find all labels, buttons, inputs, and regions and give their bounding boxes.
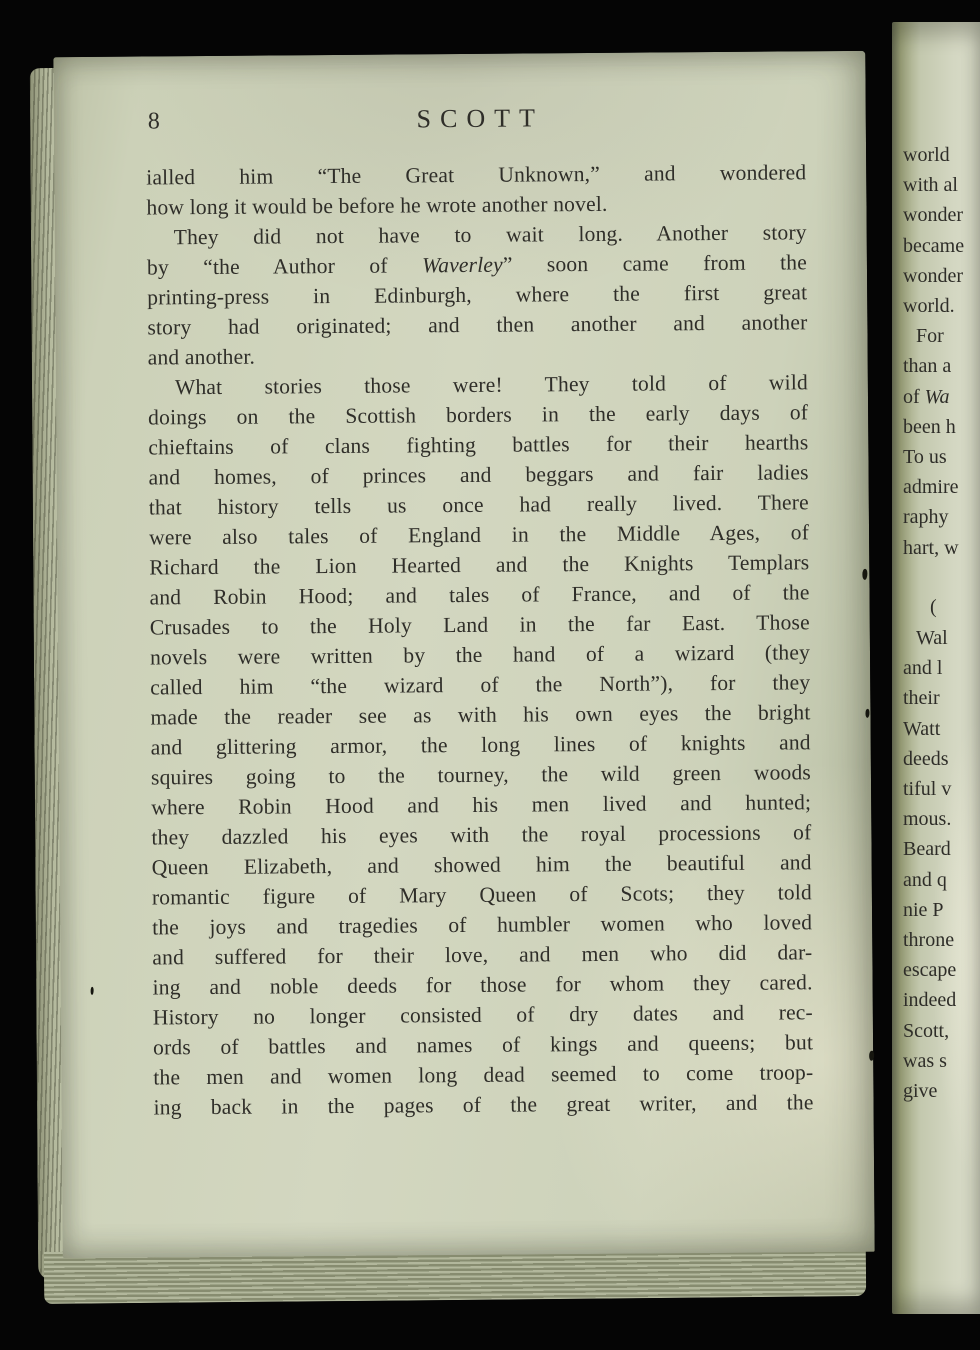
next-page-text-line: been h [903, 415, 956, 438]
text-line: What stories those were! They told of wild [174, 370, 808, 400]
text-line: where Robin Hood and his men lived and hunted; [151, 790, 812, 820]
next-page-text-line: Beard [903, 838, 951, 861]
next-page-text-line: than a [903, 355, 952, 378]
next-page-text-line: with al [903, 174, 958, 197]
text-line: squires going to the tourney, the wild green woods [150, 760, 812, 790]
text-line: novels were written by the hand of a wizard (they [149, 640, 811, 670]
next-page-text-line: raphy [903, 506, 949, 529]
next-page-text-line: deeds [903, 747, 949, 770]
text-line: Richard the Lion Hearted and the Knights Templars [149, 550, 810, 580]
next-page-text-line: wonder [903, 204, 963, 227]
next-page-text-line: their [903, 687, 940, 710]
next-page-text-line: Scott, [903, 1019, 950, 1042]
page-body [146, 157, 814, 1122]
text-line: printing-press in Edinburgh, where the first great [147, 280, 808, 310]
paragraph [146, 157, 806, 222]
next-page-text-line: wonder [903, 264, 963, 287]
next-page-text-line: Watt [903, 717, 941, 740]
page-number: 8 [147, 108, 160, 135]
book-right-page-sliver [892, 22, 980, 1314]
text-line: doings on the Scottish borders in the early days of [148, 400, 809, 430]
next-page-text [903, 140, 979, 1106]
next-page-text-line: Wal [916, 627, 948, 650]
next-page-text-line: hart, w [903, 536, 959, 559]
text-line: They did not have to wait long. Another story [173, 220, 807, 250]
text-line: and Robin Hood; and tales of France, and of the [149, 580, 810, 610]
ink-speck [862, 569, 867, 580]
paragraph [147, 217, 808, 372]
running-header: SCOTT [416, 103, 545, 134]
text-line: that history tells us once had really lived. There [148, 490, 809, 520]
text-line: called him “the wizard of the North”), for they [150, 670, 811, 700]
text-line: by “the Author of Waverley” soon came from the [146, 250, 808, 280]
text-line: chieftains of clans fighting battles for their hearths [148, 430, 809, 460]
text-line: they dazzled his eyes with the royal processions of [151, 820, 812, 850]
text-line: ing back in the pages of the great writer, and the [153, 1090, 814, 1120]
text-line: ialled him “The Great Unknown,” and wondered [146, 160, 807, 190]
next-page-text-line: throne [903, 929, 955, 952]
paragraph [148, 367, 814, 1122]
ink-speck [91, 987, 94, 995]
next-page-text-line: and l [903, 657, 943, 680]
next-page-text-line: nie P [903, 898, 944, 921]
next-page-text-line: world [903, 144, 950, 166]
next-page-text-line: became [903, 234, 965, 257]
next-page-text-line: and q [903, 868, 947, 891]
text-line: and glittering armor, the long lines of knights and [150, 730, 811, 760]
next-page-text-line: world. [903, 295, 955, 318]
next-page-text-line: escape [903, 959, 957, 982]
next-page-text-line: indeed [903, 989, 957, 1012]
text-line: the joys and tragedies of humbler women who loved [152, 910, 813, 940]
page-header [146, 101, 806, 144]
text-line: how long it would be before he wrote another novel. [146, 191, 608, 220]
text-line: romantic figure of Mary Queen of Scots; they told [151, 880, 812, 910]
next-page-text-line: tiful v [903, 778, 952, 801]
text-line: Crusades to the Holy Land in the far East. Those [149, 610, 810, 640]
next-page-text-line: For [916, 325, 944, 348]
book-left-page [53, 51, 874, 1258]
next-page-text-line: mous. [903, 808, 952, 831]
next-page-text-line: admire [903, 476, 959, 499]
next-page-text-line: was s [903, 1049, 947, 1072]
next-page-text-line: ( [930, 595, 937, 618]
text-line: the men and women long dead seemed to come troop- [153, 1060, 814, 1090]
text-line: made the reader see as with his own eyes the bright [150, 700, 811, 730]
next-page-text-line: give [903, 1080, 938, 1103]
text-line: and suffered for their love, and men who did dar- [152, 940, 813, 970]
text-line: ords of battles and names of kings and queens; but [152, 1030, 814, 1060]
ink-speck [865, 709, 869, 718]
next-page-text-line: of Wa [903, 385, 950, 408]
text-line: story had originated; and then another and another [147, 310, 808, 340]
ink-speck [869, 1051, 874, 1061]
text-line: History no longer consisted of dry dates and rec- [152, 1000, 813, 1030]
text-line: were also tales of England in the Middle Ages, of [148, 520, 810, 550]
text-line: ing and noble deeds for those for whom they cared. [152, 970, 813, 1000]
text-line: Queen Elizabeth, and showed him the beautiful and [151, 850, 812, 880]
next-page-text-line: To us [903, 446, 947, 469]
text-line: and homes, of princes and beggars and fair ladies [148, 460, 809, 490]
text-line: and another. [147, 344, 256, 370]
